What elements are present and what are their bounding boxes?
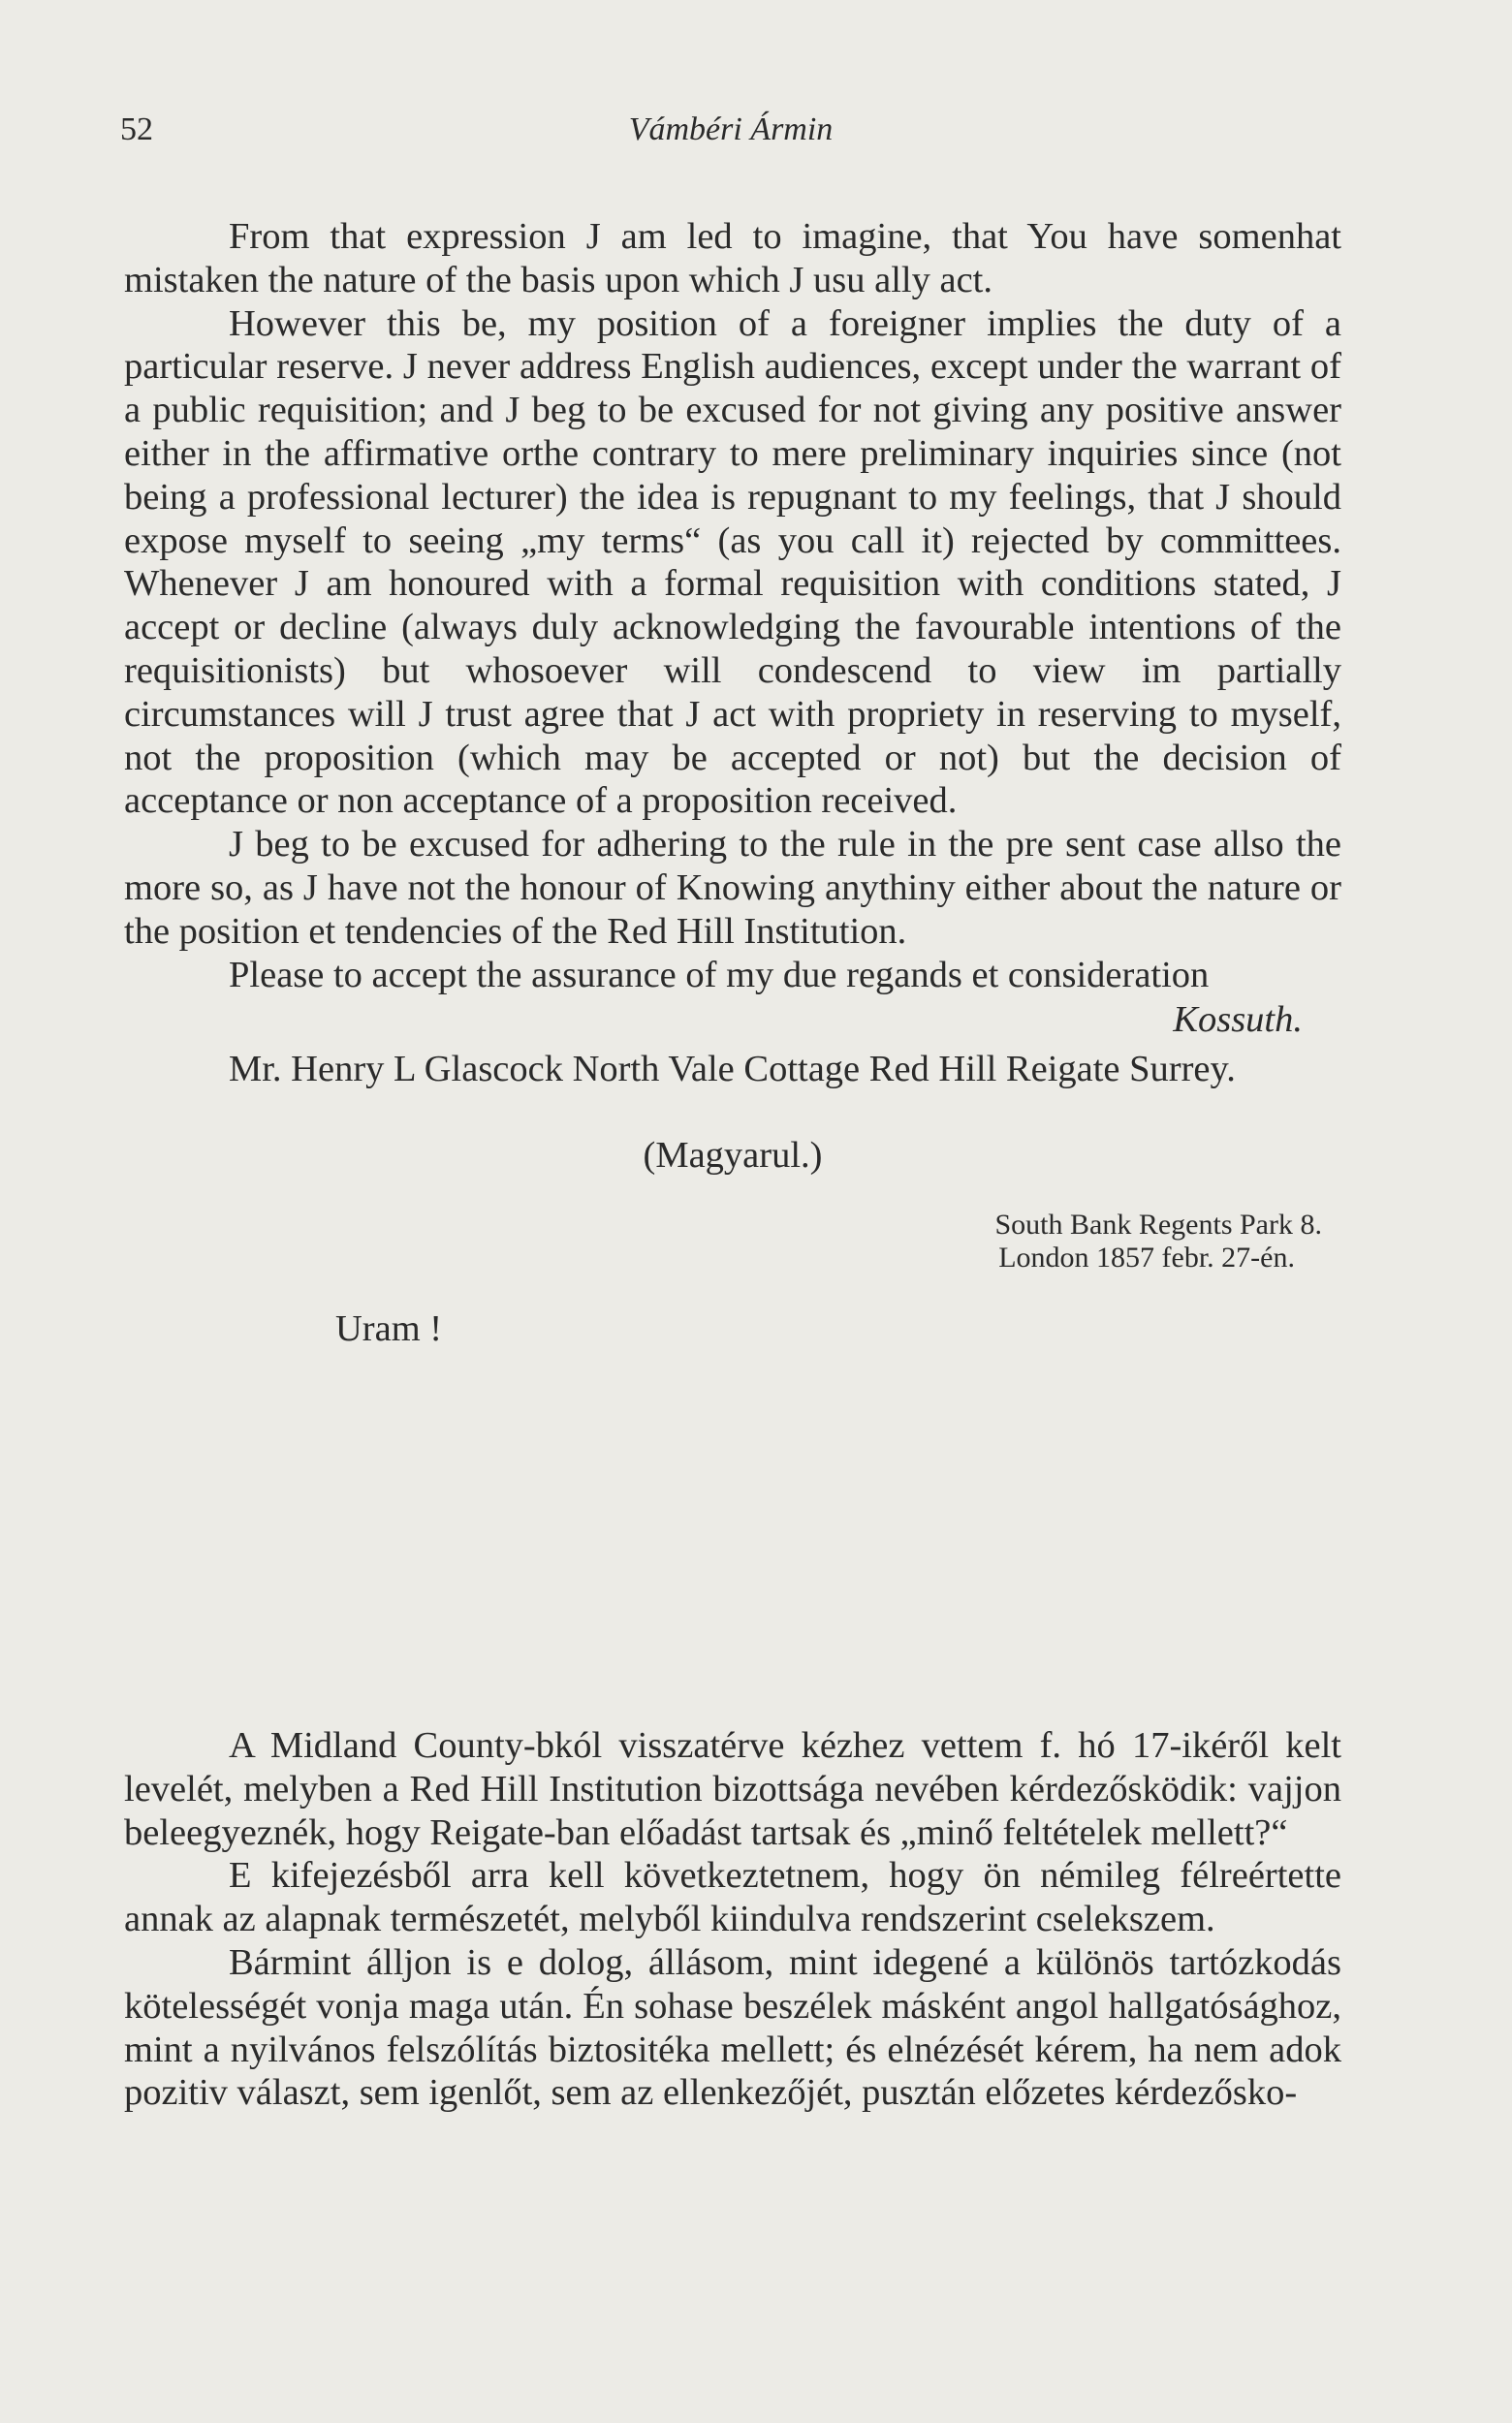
- paragraph: Please to accept the assurance of my due regands et consideration: [229, 954, 1210, 995]
- english-letter: [124, 215, 1341, 1351]
- dateline-address: South Bank Regents Park 8.: [994, 1208, 1322, 1241]
- addressee: Mr. Henry L Glascock North Vale Cottage Red Hill Reigate Surrey.: [229, 1049, 1236, 1090]
- running-title: Vámbéri Ármin: [628, 111, 834, 147]
- dateline-date: London 1857 febr. 27-én.: [998, 1241, 1295, 1274]
- section-heading: (Magyarul.): [643, 1134, 823, 1176]
- dateline: [124, 1209, 1322, 1274]
- page-number: 52: [120, 111, 153, 147]
- paragraph: J beg to be excused for adhering to the rule in the pre sent case allso the more so, as J have not the honour of Knowing anythiny either about the nature or the position et tendencies of the Red Hill Institution.: [124, 824, 1341, 952]
- paragraph: However this be, my position of a foreigner implies the duty of a particular reserve. J never address English audiences, except under the warrant of a public requisition; and J beg to be excused for not giving any positive answer either in the affirmative orthe contrary to mere preliminary inquiries since (not being a professional lecturer) the idea is repugnant to my feelings, that J should expose myself to seeing „my terms“ (as you call it) rejected by committees. Whenever J am honoured with a formal requisition with conditions stated, J accept or decline (always duly acknowledging the favourable intentions of the requisitionists) but whosoever will condescend to view im partially circumstances will J trust agree that J act with propriety in reserving to myself, not the proposition (which may be accepted or not) but the decision of acceptance or non acceptance of a proposition received.: [124, 302, 1341, 822]
- paragraph: A Midland County-bkól visszatérve kézhez vettem f. hó 17-ikéről kelt levelét, melyben a Red Hill Institution bizottsága nevében kérdezősködik: vajjon beleegyeznék, hogy Reigate-ban előadást tartsak és „minő feltételek mellett?“: [124, 1725, 1341, 1853]
- paragraph: E kifejezésből arra kell következtetnem, hogy ön némileg félreértette annak az alapnak természetét, melyből kiindulva rendszerint cselekszem.: [124, 1855, 1341, 1940]
- salutation: Uram !: [335, 1307, 443, 1349]
- paragraph: From that expression J am led to imagine, that You have somenhat mistaken the nature of the basis upon which J usu ally act.: [124, 216, 1341, 300]
- page-header: [120, 111, 1341, 160]
- signature: Kossuth.: [1173, 999, 1303, 1041]
- hungarian-letter: [124, 1724, 1341, 2115]
- paragraph: Bármint álljon is e dolog, állásom, mint idegené a különös tartózkodás kötelességét vonja maga után. Én sohase beszélek másként angol hallgatósághoz, mint a nyilvános felszólítás biztositéka mellett; és elnézését kérem, ha nem adok pozitiv választ, sem igenlőt, sem az ellenkezőjét, pusztán előzetes kérdezősko-: [124, 1941, 1341, 2114]
